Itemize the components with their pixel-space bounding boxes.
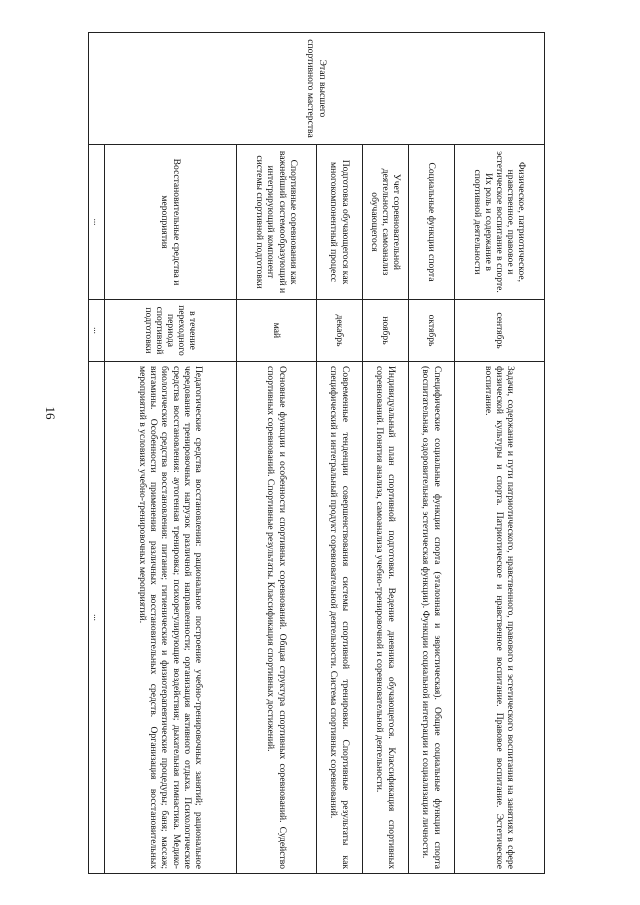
table-row: [409, 33, 455, 874]
topic-cell: Подготовка обучающегося как многокомпонентный процесс: [317, 145, 363, 300]
topic-cell: Восстановительные средства и мероприятия: [105, 145, 237, 300]
period-cell: май: [237, 300, 317, 362]
page-number: 16: [43, 406, 58, 420]
topic-cell: Учет соревновательной деятельности, самоанализ обучающегося: [363, 145, 409, 300]
content-cell: Основные функции и особенности спортивных соревнований. Общая структура спортивных соревнований. Судейство спортивных соревнований. Спортивные результаты. Классификация спортивных достижений.: [237, 362, 317, 874]
stage-cell: Этап высшего спортивного мастерства: [89, 33, 545, 145]
content-cell: Задачи, содержание и пути патриотического, нравственного, правового и эстетического воспитания на занятиях в сфере физической культуры и спорта. Патриотическое и нравственное воспитание. Правовое воспитание. Эстетическое воспитание.: [455, 362, 545, 874]
table-row: [89, 33, 105, 874]
topic-cell: Социальные функции спорта: [409, 145, 455, 300]
period-cell: декабрь: [317, 300, 363, 362]
topic-cell: Физическое, патриотическое, нравственное, правовое и эстетическое воспитание в спорте. Их роль и содержание в спортивной деятельности: [455, 145, 545, 300]
table-row: [455, 33, 545, 874]
program-table: [88, 32, 545, 874]
period-cell: ноябрь: [363, 300, 409, 362]
content-cell: Педагогические средства восстановления: рациональное построение учебно-тренировочных занятий; рациональное чередование тренировочных нагрузок различной направленности; организация активного отдыха. Психологические средства восстановления: аутогенная тренировка; психорегулирующие воздействия; дыхательная гимнастика. Медико-биологические средства восстановления: питание; гигиенические и физиотерапевтические процедуры; баня; массаж; витамины. Особенности применения различных восстановительных средств. Организация восстановительных мероприятий в условиях учебно-тренировочных мероприятий.: [105, 362, 237, 874]
table-row: [363, 33, 409, 874]
ellipsis-cell: ...: [89, 300, 105, 362]
period-cell: в течение переходного периода спортивной подготовки: [105, 300, 237, 362]
rotated-table-page: [1, 28, 547, 877]
period-cell: сентябрь: [455, 300, 545, 362]
ellipsis-cell: ...: [89, 145, 105, 300]
table-row: [237, 33, 317, 874]
topic-cell: Спортивные соревнования как важнейший системообразующий и интегрирующий компонент системы спортивной подготовки: [237, 145, 317, 300]
period-cell: октябрь: [409, 300, 455, 362]
ellipsis-cell: ...: [89, 362, 105, 874]
table-row: [317, 33, 363, 874]
table-row: [105, 33, 237, 874]
content-cell: Специфические социальные функции спорта (эталонная и эвристическая). Общие социальные функции спорта (воспитательная, оздоровительная, эстетическая функции). Функции социальной интеграции и социализации личности.: [409, 362, 455, 874]
content-cell: Современные тенденции совершенствования системы спортивной тренировки. Спортивные результаты как специфический и интегральный продукт соревновательной деятельности. Система спортивных соревнований.: [317, 362, 363, 874]
content-cell: Индивидуальный план спортивной подготовки. Ведение дневника обучающегося. Классификация спортивных соревнований. Понятия анализа, самоанализа учебно-тренировочной и соревновательной деятельности.: [363, 362, 409, 874]
